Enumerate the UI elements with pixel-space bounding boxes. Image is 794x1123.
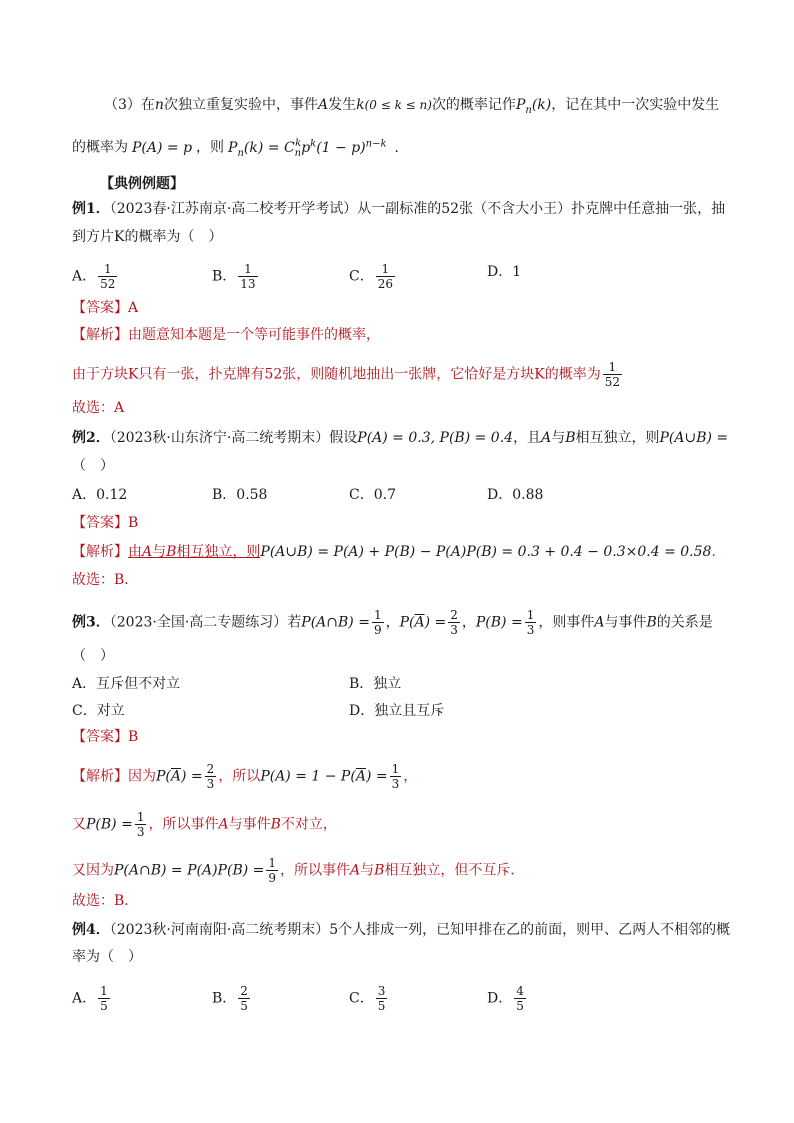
- analysis-text: 又: [72, 816, 86, 833]
- fraction: [376, 262, 395, 291]
- math-A: A: [317, 97, 329, 113]
- ex1-analysis-2: [72, 360, 624, 389]
- intro-text: 的概率为: [72, 139, 128, 156]
- ex3-option-a[interactable]: [72, 674, 180, 694]
- analysis-text: 因为: [128, 768, 156, 785]
- fraction: [390, 762, 402, 791]
- stem-text: （2023春·江苏南京·高二校考开学考试）从一副标准的52张（不含大小王）扑克牌中任意抽一张，抽: [109, 201, 726, 217]
- intro-text: ．: [394, 139, 409, 156]
- math-expr: P(B) =: [86, 816, 133, 833]
- denominator: 9: [268, 871, 277, 885]
- analysis-text: 相互独立，则: [176, 544, 261, 560]
- ex3-analysis-2: [72, 810, 337, 839]
- math-expr: P(A) = 1 − P(: [260, 768, 356, 785]
- denominator: 3: [450, 623, 458, 637]
- ex3-stem-2: （ ）: [72, 648, 114, 664]
- ex4-option-d[interactable]: [487, 984, 528, 1013]
- math-sup: n−k: [365, 138, 387, 149]
- ex1-choose: 故选：A: [72, 400, 125, 416]
- math-expr: P(A∩B) = P(A)P(B) =: [114, 862, 265, 879]
- math-sub: n: [237, 147, 244, 159]
- fraction: [98, 262, 117, 291]
- math-A: A: [142, 544, 153, 560]
- option-letter: B．: [212, 990, 237, 1007]
- math-A: A: [350, 862, 361, 879]
- option-text: 对立: [96, 703, 125, 719]
- intro-line-1: [104, 95, 719, 121]
- fraction: [238, 984, 250, 1013]
- stem-text: （2023秋·山东济宁·高二统考期末）假设: [109, 430, 358, 446]
- math-A-complement: $\overline{A}$: [355, 768, 366, 785]
- fraction: [525, 608, 537, 637]
- analysis-text: 与: [360, 862, 375, 879]
- denominator: 3: [391, 777, 400, 791]
- ex1-analysis-1: [72, 325, 380, 345]
- ex3-option-d[interactable]: [349, 701, 444, 721]
- option-text: 0.58: [236, 487, 268, 503]
- analysis-text: 与: [152, 544, 167, 560]
- numerator: 1: [376, 262, 395, 277]
- analysis-text: ，所以: [218, 768, 261, 785]
- option-letter: C．: [349, 487, 374, 503]
- option-letter: A．: [72, 990, 97, 1007]
- numerator: 1: [98, 262, 117, 277]
- analysis-text: ，所以事件: [148, 816, 219, 833]
- numerator: 1: [391, 762, 400, 776]
- math-expr: P(B) =: [475, 614, 523, 631]
- math-expr: P(A∩B) =: [301, 614, 370, 631]
- fraction: [448, 608, 460, 637]
- ex2-analysis: [72, 542, 716, 562]
- math-B: B: [166, 544, 177, 560]
- numerator: 2: [240, 984, 248, 998]
- math-sub: n: [525, 104, 532, 116]
- numerator: 4: [516, 984, 524, 998]
- analysis-text: 由于方块K只有一张，扑克牌有52张，则随机地抽出一张牌，它恰好是方块K的概率为: [72, 366, 601, 383]
- ex2-choose: 故选：B．: [72, 572, 139, 588]
- section-title: 【典例例题】: [100, 176, 184, 192]
- math-expr: P(A∪B) = P(A) + P(B) − P(A)P(B) = 0.3 + 0.4 − 0.3×0.4 = 0.58: [260, 544, 712, 560]
- denominator: 26: [377, 277, 393, 291]
- answer-label: 【答案】: [72, 300, 128, 316]
- option-letter: A．: [72, 268, 97, 285]
- analysis-text: 与事件: [228, 816, 271, 833]
- option-letter: D．: [487, 264, 513, 280]
- option-letter: B．: [212, 487, 237, 503]
- fraction: [266, 856, 278, 885]
- intro-text: 发生: [328, 97, 357, 113]
- math-tail: (1 − p): [316, 139, 366, 156]
- stem-text: 的关系是: [656, 614, 713, 631]
- math-expr: ) =: [181, 768, 203, 785]
- denominator: 5: [516, 999, 524, 1013]
- math-B: B: [646, 614, 657, 631]
- math-p: p: [301, 139, 311, 156]
- stem-text: （2023秋·河南南阳·高二统考期末）5个人排成一列，已知甲排在乙的前面，则甲、乙两人不相邻的概: [109, 922, 731, 938]
- ex4-option-b[interactable]: [212, 984, 252, 1013]
- stem-text: ，: [461, 614, 476, 631]
- option-text: 独立且互斥: [374, 703, 445, 719]
- analysis-text: 由题意知本题是一个等可能事件的概率，: [128, 327, 380, 343]
- denominator: 3: [206, 777, 215, 791]
- math-expr: P(A) = 0.3, P(B) = 0.4: [357, 430, 514, 446]
- ex2-stem-1: [72, 428, 728, 448]
- stem-text: 与事件: [604, 614, 647, 631]
- denominator: 9: [373, 623, 382, 637]
- fraction: [238, 262, 257, 291]
- analysis-text: 相互独立，但不互斥．: [384, 862, 525, 879]
- answer-label: 【答案】: [72, 515, 128, 531]
- option-letter: C．: [349, 990, 374, 1007]
- numerator: 1: [526, 608, 535, 622]
- stem-text: ，则事件: [538, 614, 595, 631]
- math-sub: n: [294, 147, 302, 159]
- ex4-option-a[interactable]: [72, 984, 112, 1013]
- denominator: 5: [377, 999, 386, 1013]
- math-range: (0 ≤ k ≤ n): [364, 98, 432, 112]
- analysis-text: ，: [403, 768, 418, 785]
- analysis-text: 由: [128, 544, 142, 560]
- math-expr: P(: [399, 614, 415, 631]
- ex3-answer: [72, 727, 138, 747]
- ex4-stem-2: 率为（ ）: [72, 949, 142, 965]
- option-text: 互斥但不对立: [96, 676, 181, 692]
- stem-text: ，: [385, 614, 400, 631]
- math-arg: (k): [531, 97, 552, 113]
- option-letter: B．: [212, 268, 237, 285]
- fraction: [372, 608, 384, 637]
- option-text: 0.7: [373, 487, 396, 503]
- ex2-option-b[interactable]: [212, 485, 267, 505]
- ex3-stem-1: [72, 608, 713, 637]
- math-A: A: [218, 816, 229, 833]
- answer-value: B: [128, 515, 139, 531]
- fraction: [603, 360, 622, 389]
- ex3-analysis-1: [72, 762, 417, 791]
- math-A: A: [541, 430, 552, 446]
- option-letter: D．: [349, 703, 375, 719]
- fraction: [205, 762, 217, 791]
- math-P: P: [228, 139, 238, 156]
- numerator: 1: [268, 856, 277, 870]
- analysis-label: 【解析】: [72, 768, 128, 785]
- math-n: n: [154, 97, 164, 113]
- fraction: [98, 984, 110, 1013]
- math-expr: ) =: [365, 768, 388, 785]
- math-A-complement: $\overline{A}$: [414, 614, 425, 631]
- option-letter: C．: [349, 268, 374, 285]
- numerator: 1: [238, 262, 257, 277]
- denominator: 3: [136, 825, 145, 839]
- stem-text: （2023·全国·高二专题练习）若: [109, 614, 302, 631]
- analysis-text: 不对立，: [280, 816, 337, 833]
- ex1-option-c[interactable]: [349, 262, 397, 291]
- math-sup: k: [295, 138, 302, 149]
- ex3-analysis-3: [72, 856, 524, 885]
- numerator: 1: [136, 810, 145, 824]
- option-letter: D．: [487, 990, 513, 1007]
- ex2-stem-2: （ ）: [72, 458, 114, 474]
- math-P: P: [515, 97, 526, 113]
- math-k: k: [356, 97, 365, 113]
- option-letter: B．: [349, 676, 374, 692]
- numerator: 2: [450, 608, 458, 622]
- denominator: 13: [240, 277, 256, 291]
- answer-value: B: [128, 729, 139, 745]
- intro-text: ，记在其中一次实验中发生: [551, 97, 720, 113]
- ex2-option-d[interactable]: [487, 485, 543, 505]
- ex1-option-b[interactable]: [212, 262, 260, 291]
- math-arg: (k) = C: [243, 139, 295, 156]
- option-text: 1: [512, 264, 522, 280]
- ex3-option-b[interactable]: [349, 674, 401, 694]
- math-expr: ) =: [424, 614, 447, 631]
- ex1-answer: [72, 298, 138, 318]
- example-label: 例4．: [72, 922, 110, 938]
- answer-label: 【答案】: [72, 729, 128, 745]
- math-A: A: [594, 614, 605, 631]
- example-label: 例1．: [72, 201, 110, 217]
- ex1-option-d[interactable]: [487, 262, 521, 282]
- option-letter: A．: [72, 676, 97, 692]
- math-sup: k: [310, 138, 317, 149]
- intro-text: ，则: [196, 139, 225, 156]
- intro-text: 次的概率记作: [431, 97, 516, 113]
- option-text: 独立: [373, 676, 402, 692]
- ex4-stem-1: [72, 920, 730, 940]
- numerator: 3: [377, 984, 386, 998]
- fraction: [514, 984, 526, 1013]
- analysis-text: .: [711, 544, 716, 560]
- numerator: 1: [373, 608, 382, 622]
- stem-text: 与: [551, 430, 566, 446]
- math-B: B: [565, 430, 576, 446]
- denominator: 5: [240, 999, 248, 1013]
- analysis-label: 【解析】: [72, 544, 128, 560]
- intro-line-2: [72, 134, 409, 163]
- ex1-stem-1: [72, 199, 725, 219]
- math-expr: P(A∪B) =: [659, 430, 729, 446]
- answer-value: A: [128, 300, 139, 316]
- numerator: 1: [100, 984, 108, 998]
- stem-text: ，且: [513, 430, 542, 446]
- ex2-option-a[interactable]: [72, 485, 127, 505]
- stem-text: 相互独立，则: [575, 430, 660, 446]
- math-A-complement: $\overline{A}$: [170, 768, 182, 785]
- analysis-text: ，所以事件: [280, 862, 351, 879]
- denominator: 5: [100, 999, 108, 1013]
- fraction: [376, 984, 388, 1013]
- ex2-option-c[interactable]: [349, 485, 396, 505]
- ex3-choose: 故选：B．: [72, 893, 139, 909]
- intro-text: （3）在: [104, 97, 155, 113]
- example-label: 例3．: [72, 614, 110, 631]
- math-expr: P(: [156, 768, 171, 785]
- denominator: 52: [604, 375, 621, 389]
- option-text: 0.12: [96, 487, 128, 503]
- analysis-text: 又因为: [72, 862, 114, 879]
- option-letter: A．: [72, 487, 97, 503]
- ex1-option-a[interactable]: [72, 262, 119, 291]
- math-B: B: [270, 816, 281, 833]
- ex4-option-c[interactable]: [349, 984, 389, 1013]
- math-B: B: [374, 862, 385, 879]
- numerator: 1: [603, 360, 622, 375]
- option-text: 0.88: [512, 487, 544, 503]
- denominator: 3: [526, 623, 535, 637]
- denominator: 52: [100, 277, 116, 291]
- intro-text: 次独立重复实验中，事件: [163, 97, 318, 113]
- ex2-answer: [72, 513, 138, 533]
- analysis-label: 【解析】: [72, 327, 128, 343]
- math-PA: P(A) = p: [132, 139, 193, 156]
- fraction: [135, 810, 147, 839]
- option-letter: C．: [72, 703, 97, 719]
- numerator: 2: [206, 762, 215, 776]
- option-letter: D．: [487, 487, 513, 503]
- example-label: 例2．: [72, 430, 110, 446]
- ex3-option-c[interactable]: [72, 701, 125, 721]
- ex1-stem-2: 到方片K的概率为（ ）: [72, 229, 223, 245]
